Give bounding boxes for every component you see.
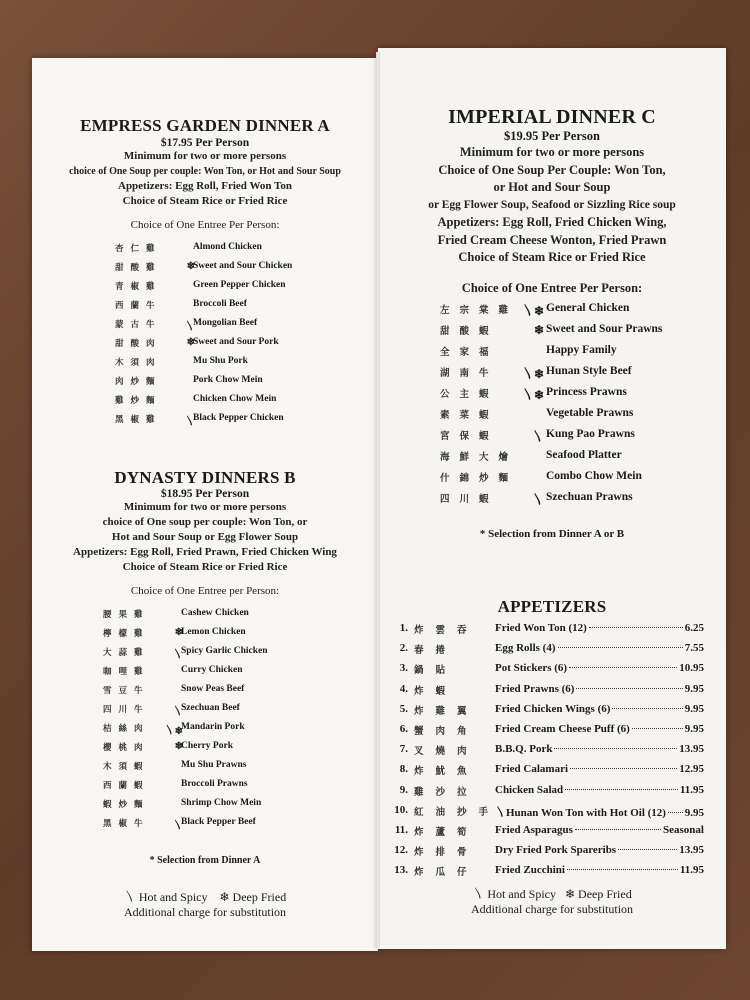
appetizer-name: Fried Calamari (495, 763, 569, 776)
appetizer-name-price (495, 723, 704, 735)
appetizer-number: 8. (399, 763, 408, 776)
appetizer-price: 13.95 (679, 743, 704, 756)
dinner-b-line: Minimum for two or more persons (123, 501, 287, 513)
appetizer-price: 9.95 (684, 722, 704, 735)
appetizer-item (388, 703, 724, 723)
appetizer-chinese-name: 春捲 (414, 645, 458, 657)
entree-name: Sweet and Sour Chicken (193, 261, 293, 271)
entree-symbol-icon: 〵 (531, 493, 544, 507)
leader-dots (668, 812, 683, 813)
appetizer-number: 1. (399, 622, 408, 634)
leader-dots (575, 829, 661, 830)
entree-symbol-icon: 〵❄ (522, 304, 545, 318)
dinner-c-line: or Egg Flower Soup, Seafood or Sizzling Rice soup (428, 198, 676, 211)
entree-name: Snow Peas Beef (181, 684, 245, 694)
appetizer-name: Fried Asparagus (495, 823, 573, 836)
appetizer-chinese-name: 炸雲吞 (414, 625, 479, 636)
leader-dots (558, 647, 683, 648)
dinner-a-entree-title: Choice of One Entree Per Person: (130, 219, 280, 231)
entree-name: Princess Prawns (546, 386, 627, 398)
appetizer-number: 2. (399, 642, 408, 655)
legend-left (32, 888, 378, 920)
appetizer-name: Fried Prawns (6) (495, 682, 575, 695)
entree-chinese-name: 湖南牛 (440, 368, 499, 379)
entree-chinese-name: 大蒜雞 (103, 648, 150, 658)
appetizer-name-price (495, 642, 704, 654)
entree-chinese-name: 甜酸蝦 (440, 326, 499, 337)
entree-chinese-name: 宮保蝦 (440, 431, 499, 442)
appetizer-name: Pot Stickers (6) (495, 662, 568, 675)
dinner-a-line: choice of One Soup per couple: Won Ton, or Hot and Sour Soup (69, 166, 341, 177)
dinner-b-section (32, 468, 378, 597)
appetizers-title: APPETIZERS (497, 597, 607, 616)
entree-chinese-name: 黑椒牛 (103, 819, 150, 829)
entree-symbol-icon: 〵 (531, 430, 544, 444)
leader-dots (612, 708, 682, 709)
entree-name: Black Pepper Chicken (193, 413, 284, 423)
appetizer-price: 6.25 (684, 622, 704, 634)
appetizer-name-price (495, 824, 704, 836)
appetizer-number: 12. (394, 844, 408, 857)
appetizer-chinese-name: 炸蘆筍 (414, 826, 479, 838)
entree-name: Pork Chow Mein (193, 375, 263, 385)
entree-chinese-name: 全家福 (440, 347, 499, 358)
appetizer-price: Seasonal (663, 823, 704, 836)
dinner-b-selection-note: * Selection from Dinner A (149, 855, 261, 866)
entree-name: Cashew Chicken (181, 608, 249, 618)
appetizer-number: 3. (399, 662, 408, 675)
appetizer-name-price (495, 804, 704, 820)
entree-chinese-name: 蒙古牛 (115, 320, 162, 330)
entree-chinese-name: 四川牛 (103, 705, 150, 715)
entree-chinese-name: 腰果雞 (103, 610, 150, 620)
appetizer-name-price (495, 622, 704, 634)
entree-chinese-name: 甜酸肉 (115, 339, 162, 349)
legend-right (378, 885, 726, 917)
appetizer-price: 9.95 (684, 702, 704, 715)
entree-name: Sweet and Sour Pork (193, 337, 279, 347)
appetizer-name: 〵Hunan Won Ton with Hot Oil (12) (495, 806, 666, 819)
appetizer-name-price (495, 763, 704, 775)
dinner-b-title: DYNASTY DINNERS B (114, 468, 296, 487)
leader-dots (589, 627, 683, 628)
entree-chinese-name: 素菜蝦 (440, 410, 499, 421)
appetizer-item (388, 824, 724, 844)
dinner-a-section (32, 116, 378, 231)
appetizer-chinese-name: 雞沙拉 (414, 786, 479, 798)
appetizers-section (378, 597, 726, 617)
entree-chinese-name: 青椒雞 (115, 282, 162, 292)
leader-dots (565, 789, 678, 790)
entree-name: Shrimp Chow Mein (181, 798, 262, 808)
entree-name: Vegetable Prawns (546, 407, 634, 419)
entree-name: Sweet and Sour Prawns (546, 323, 663, 335)
entree-symbol-icon: 〵 (185, 322, 195, 333)
appetizer-number: 13. (394, 864, 408, 877)
appetizer-name-price (495, 662, 704, 674)
substitution-note: Additional charge for substitution (470, 902, 634, 916)
entree-name: General Chicken (546, 302, 630, 314)
deep-fried-legend: ❄ Deep Fried (219, 890, 287, 904)
appetizer-name: Fried Won Ton (12) (495, 622, 587, 634)
leader-dots (618, 849, 677, 850)
dinner-c-line: or Hot and Sour Soup (493, 180, 611, 194)
appetizer-price: 7.55 (684, 642, 704, 655)
appetizer-name: Fried Zucchini (495, 864, 565, 877)
appetizer-name-price (495, 864, 704, 876)
appetizer-number: 11. (394, 823, 408, 836)
appetizer-name: Chicken Salad (495, 783, 564, 796)
entree-symbol-icon: ❄ (186, 337, 195, 348)
entree-chinese-name: 西蘭牛 (115, 301, 162, 311)
appetizer-name: Dry Fried Pork Spareribs (495, 844, 617, 857)
entree-name: Szechuan Beef (181, 703, 240, 713)
entree-chinese-name: 木須肉 (115, 358, 162, 368)
appetizer-name-price (495, 844, 704, 856)
entree-name: Mu Shu Prawns (181, 760, 247, 770)
entree-name: Seafood Platter (546, 449, 622, 461)
appetizer-chinese-name: 蟹肉角 (414, 725, 479, 737)
appetizer-number: 5. (399, 702, 408, 715)
entree-symbol-icon: ❄ (174, 627, 183, 638)
appetizer-chinese-name: 鍋貼 (414, 665, 458, 677)
appetizer-name-price (495, 743, 704, 755)
dinner-b-line: Appetizers: Egg Roll, Fried Prawn, Fried Chicken Wing (73, 546, 337, 558)
dinner-a-price: $17.95 Per Person (160, 137, 250, 149)
entree-chinese-name: 左宗棠雞 (440, 305, 519, 316)
dinner-b-line: Choice of Steam Rice or Fried Rice (122, 561, 288, 573)
entree-chinese-name: 海鮮大燴 (440, 452, 519, 463)
appetizer-number: 10. (394, 803, 408, 816)
appetizer-price: 10.95 (679, 662, 704, 675)
dinner-c-line: Choice of One Soup Per Couple: Won Ton, (438, 162, 666, 177)
dinner-b-entree-title: Choice of One Entree per Person: (130, 585, 280, 597)
entree-name: Black Pepper Beef (181, 817, 256, 827)
appetizer-item (388, 642, 724, 662)
entree-symbol-icon: 〵❄ (522, 388, 545, 402)
appetizers-list (388, 622, 724, 884)
appetizer-name: B.B.Q. Pork (495, 743, 553, 756)
appetizer-number: 4. (399, 682, 408, 695)
leader-dots (567, 869, 678, 870)
entree-name: Szechuan Prawns (546, 491, 633, 503)
appetizer-item (388, 662, 724, 682)
appetizer-item (388, 743, 724, 763)
dinner-c-line: Fried Cream Cheese Wonton, Fried Prawn (437, 232, 667, 247)
entree-name: Combo Chow Mein (546, 470, 642, 482)
appetizer-item (388, 723, 724, 743)
appetizer-chinese-name: 炸魷魚 (414, 766, 479, 778)
entree-chinese-name: 蝦炒麵 (103, 800, 150, 810)
entree-name: Happy Family (546, 344, 617, 356)
appetizer-price: 11.95 (679, 864, 704, 877)
entree-chinese-name: 木須蝦 (103, 762, 150, 772)
leader-dots (570, 768, 677, 769)
appetizer-item (388, 844, 724, 864)
appetizer-price: 11.95 (679, 783, 704, 796)
entree-chinese-name: 什錦炒麵 (440, 473, 519, 484)
entree-symbol-icon: 〵 (185, 417, 195, 428)
entree-symbol-icon: 〵 (173, 821, 183, 832)
appetizer-name-price (495, 703, 704, 715)
appetizer-chinese-name: 炸雞翼 (414, 705, 479, 717)
entree-name: Curry Chicken (181, 665, 243, 675)
entree-chinese-name: 四川蝦 (440, 494, 499, 505)
appetizer-item (388, 622, 724, 642)
entree-chinese-name: 杏仁雞 (115, 244, 162, 254)
appetizer-number: 9. (399, 783, 408, 796)
entree-name: Green Pepper Chicken (193, 280, 286, 290)
entree-name: Chicken Chow Mein (193, 394, 277, 404)
entree-name: Mu Shu Pork (193, 356, 248, 366)
dinner-b-line: Hot and Sour Soup or Egg Flower Soup (111, 531, 299, 543)
dinner-a-title: EMPRESS GARDEN DINNER A (80, 116, 330, 135)
entree-symbol-icon: ❄ (533, 323, 544, 337)
entree-chinese-name: 櫻桃肉 (103, 743, 150, 753)
entree-symbol-icon: 〵 (173, 707, 183, 718)
substitution-note: Additional charge for substitution (123, 905, 287, 919)
entree-chinese-name: 黑椒雞 (115, 415, 162, 425)
entree-name: Spicy Garlic Chicken (181, 646, 268, 656)
entree-name: Cherry Pork (181, 741, 233, 751)
entree-name: Hunan Style Beef (546, 365, 632, 377)
entree-name: Lemon Chicken (181, 627, 246, 637)
hot-spicy-legend: 〵 Hot and Spicy (123, 890, 208, 904)
appetizer-item (388, 804, 724, 824)
dinner-b-price: $18.95 Per Person (160, 488, 250, 500)
appetizer-price: 9.95 (684, 806, 704, 819)
appetizer-number: 6. (399, 722, 408, 735)
entree-chinese-name: 雞炒麵 (115, 396, 162, 406)
entree-chinese-name: 甜酸雞 (115, 263, 162, 273)
deep-fried-legend: ❄ Deep Fried (564, 887, 632, 901)
appetizer-price: 9.95 (684, 682, 704, 695)
appetizer-price: 13.95 (679, 844, 704, 857)
entree-chinese-name: 雪豆牛 (103, 686, 150, 696)
entree-name: Broccoli Prawns (181, 779, 248, 789)
appetizer-chinese-name: 叉燒肉 (414, 746, 479, 758)
appetizer-chinese-name: 紅油抄手 (414, 806, 501, 818)
entree-chinese-name: 桔絲肉 (103, 724, 150, 734)
leader-dots (576, 688, 682, 689)
dinner-c-line: Minimum for two or more persons (459, 145, 645, 159)
appetizer-item (388, 763, 724, 783)
leader-dots (632, 728, 683, 729)
entree-name: Broccoli Beef (193, 299, 247, 309)
appetizer-chinese-name: 炸瓜仔 (414, 867, 479, 879)
entree-symbol-icon: 〵 (173, 650, 183, 661)
dinner-c-title: IMPERIAL DINNER C (448, 106, 656, 128)
hot-spicy-legend: 〵 Hot and Spicy (472, 887, 556, 901)
entree-chinese-name: 西蘭蝦 (103, 781, 150, 791)
appetizer-chinese-name: 炸蝦 (414, 685, 458, 697)
appetizer-item (388, 683, 724, 703)
entree-chinese-name: 公主蝦 (440, 389, 499, 400)
appetizer-price: 12.95 (679, 763, 704, 776)
entree-name: Mongolian Beef (193, 318, 258, 328)
entree-chinese-name: 咖哩雞 (103, 667, 150, 677)
entree-symbol-icon: 〵❄ (522, 367, 545, 381)
entree-chinese-name: 肉炒麵 (115, 377, 162, 387)
entree-symbol-icon: ❄ (174, 741, 183, 752)
leader-dots (569, 667, 677, 668)
appetizer-name-price (495, 683, 704, 695)
dinner-c-price: $19.95 Per Person (504, 129, 600, 143)
entree-symbol-icon: 〵❄ (164, 726, 183, 737)
appetizer-item (388, 784, 724, 804)
dinner-a-line: Choice of Steam Rice or Fried Rice (122, 195, 288, 207)
appetizer-name-price (495, 784, 704, 796)
dinner-a-line: Minimum for two or more persons (123, 150, 287, 162)
dinner-c-section (378, 106, 726, 296)
entree-name: Mandarin Pork (181, 722, 245, 732)
appetizer-name: Fried Chicken Wings (6) (495, 702, 611, 715)
dinner-c-selection-note: * Selection from Dinner A or B (479, 528, 625, 540)
dinner-b-line: choice of One soup per couple: Won Ton, or (102, 516, 308, 528)
entree-name: Kung Pao Prawns (546, 428, 635, 440)
appetizer-name: Fried Cream Cheese Puff (6) (495, 722, 630, 735)
dinner-c-line: Appetizers: Egg Roll, Fried Chicken Wing, (437, 215, 667, 229)
dinner-c-line: Choice of Steam Rice or Fried Rice (458, 250, 646, 264)
appetizer-item (388, 864, 724, 884)
appetizer-chinese-name: 炸排骨 (414, 847, 479, 859)
entree-name: Almond Chicken (193, 242, 262, 252)
appetizer-number: 7. (399, 743, 408, 756)
appetizer-name: Egg Rolls (4) (495, 642, 556, 655)
dinner-a-line: Appetizers: Egg Roll, Fried Won Ton (118, 180, 292, 192)
entree-symbol-icon: ❄ (186, 261, 195, 272)
leader-dots (554, 748, 677, 749)
dinner-c-entree-title: Choice of One Entree Per Person: (461, 280, 643, 295)
entree-chinese-name: 檸檬雞 (103, 629, 150, 639)
